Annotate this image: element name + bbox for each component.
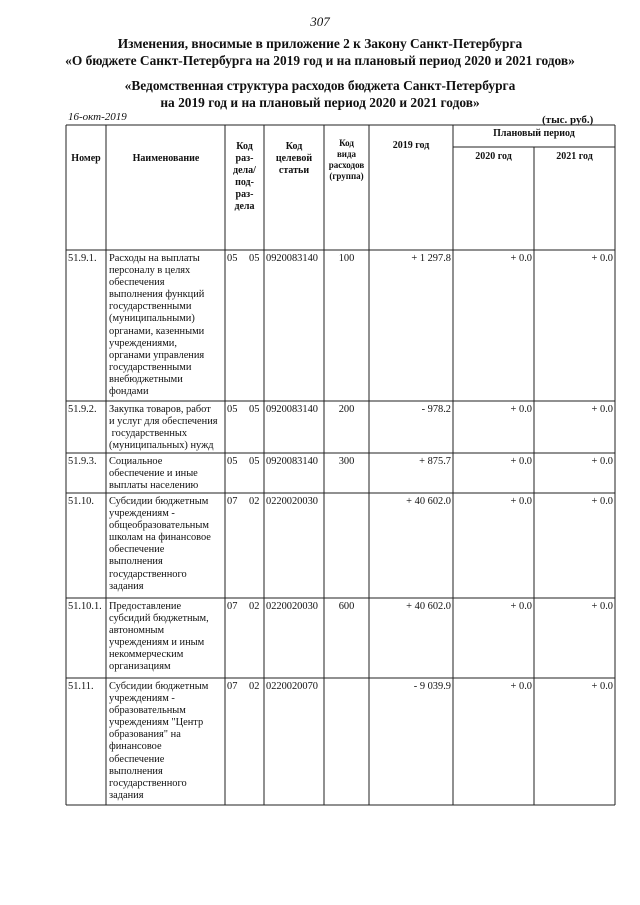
page-number: 307: [310, 14, 330, 29]
row-2019: + 1 297.8: [411, 253, 451, 264]
row-name-line: государственных: [109, 428, 188, 440]
row-name-line: персоналу в целях: [109, 265, 191, 277]
row-name: [109, 404, 224, 452]
header-planned: Плановый период: [493, 128, 575, 139]
row-2020: + 0.0: [510, 253, 532, 264]
row-type: 300: [338, 456, 355, 467]
row-section: 07: [227, 681, 238, 692]
row-name-line: государственного: [109, 777, 187, 789]
row-2021: + 0.0: [591, 253, 613, 264]
row-2019: + 40 602.0: [406, 601, 451, 612]
row-number: 51.11.: [68, 681, 94, 692]
row-name: [109, 253, 224, 398]
row-name-line: выполнения функций: [109, 289, 205, 301]
row-name-line: Расходы на выплаты: [109, 253, 200, 264]
row-name-line: обеспечения: [109, 277, 165, 289]
row-name-line: учреждениям -: [109, 693, 175, 705]
row-number: 51.10.1.: [68, 601, 102, 612]
header-target: Код целевой статьи: [275, 141, 313, 176]
row-name: [109, 681, 224, 802]
row-name-line: выплаты населению: [109, 480, 199, 492]
header-2019: 2019 год: [392, 140, 430, 151]
subtitle-line-2: на 2019 год и на плановый период 2020 и 2021 годов»: [160, 95, 480, 110]
row-name-line: Предоставление: [109, 601, 182, 612]
subtitle-line-1: «Ведомственная структура расходов бюджета Санкт-Петербурга: [124, 78, 516, 93]
row-name: [109, 456, 224, 492]
row-2019: - 978.2: [421, 404, 451, 415]
row-name-line: Субсидии бюджетным: [109, 496, 209, 507]
row-subsection: 05: [249, 253, 260, 264]
row-name-line: образовательным: [109, 705, 186, 717]
row-name-line: и услуг для обеспечения: [109, 416, 218, 428]
row-name-line: школам на финансовое: [109, 532, 211, 544]
row-target: 0220020030: [266, 496, 318, 507]
row-name-line: общеобразовательным: [109, 520, 209, 532]
row-name-line: некоммерческим: [109, 649, 184, 661]
row-name-line: автономным: [109, 625, 165, 637]
row-target: 0920083140: [266, 253, 318, 264]
row-name-line: образования" на: [109, 729, 181, 741]
row-name-line: обеспечение и иные: [109, 468, 198, 480]
row-name-line: фондами: [109, 386, 149, 398]
header-name: Наименование: [132, 153, 200, 164]
row-name-line: Закупка товаров, работ: [109, 404, 211, 415]
header-2021: 2021 год: [556, 151, 593, 162]
row-number: 51.9.1.: [68, 253, 97, 264]
row-name-line: внебюджетными: [109, 373, 183, 385]
row-name: [109, 496, 224, 593]
row-2020: + 0.0: [510, 601, 532, 612]
row-name-line: учреждениям -: [109, 508, 175, 520]
row-number: 51.10.: [68, 496, 94, 507]
row-name-line: обеспечение: [109, 753, 165, 765]
row-name-line: Социальное: [109, 456, 163, 467]
row-name-line: (муниципальными): [109, 313, 195, 325]
header-section: Код раз- дела/ под- раз- дела: [233, 141, 256, 212]
date-label: 16-окт-2019: [68, 111, 127, 123]
row-name-line: учреждениям и иным: [109, 637, 205, 649]
header-2020: 2020 год: [475, 151, 512, 162]
row-type: 200: [338, 404, 355, 415]
row-name-line: органами, казенными: [109, 325, 205, 337]
row-subsection: 02: [249, 681, 260, 692]
row-name: [109, 601, 224, 674]
row-target: 0220020070: [266, 681, 318, 692]
units-label: (тыс. руб.): [542, 114, 594, 126]
row-2021: + 0.0: [591, 601, 613, 612]
row-section: 07: [227, 601, 238, 612]
row-name-line: государственными: [109, 301, 192, 313]
row-2021: + 0.0: [591, 681, 613, 692]
row-name-line: учреждениям "Центр: [109, 717, 204, 729]
row-section: 05: [227, 404, 238, 415]
row-2019: + 40 602.0: [406, 496, 451, 507]
header-type: Код вида расходов (группа): [328, 138, 365, 181]
row-name-line: учреждениями,: [109, 337, 177, 349]
row-type: 600: [338, 601, 355, 612]
row-name-line: органами управления: [109, 349, 205, 361]
row-2020: + 0.0: [510, 404, 532, 415]
title-line-2: «О бюджете Санкт-Петербурга на 2019 год и на плановый период 2020 и 2021 годов»: [65, 53, 575, 68]
row-type: 100: [338, 253, 355, 264]
row-2019: + 875.7: [419, 456, 451, 467]
row-target: 0920083140: [266, 456, 318, 467]
row-name-line: субсидий бюджетным,: [109, 613, 209, 625]
row-name-line: организациям: [109, 661, 171, 673]
row-target: 0220020030: [266, 601, 318, 612]
row-number: 51.9.2.: [68, 404, 97, 415]
row-name-line: выполнения: [109, 765, 163, 777]
row-2020: + 0.0: [510, 496, 532, 507]
row-2021: + 0.0: [591, 404, 613, 415]
row-name-line: (муниципальных) нужд: [109, 440, 214, 452]
row-name-line: обеспечение: [109, 544, 165, 556]
row-2021: + 0.0: [591, 456, 613, 467]
row-2020: + 0.0: [510, 456, 532, 467]
row-section: 05: [227, 253, 238, 264]
title-line-1: Изменения, вносимые в приложение 2 к Закону Санкт-Петербурга: [117, 36, 523, 51]
row-section: 05: [227, 456, 238, 467]
row-2019: - 9 039.9: [413, 681, 451, 692]
row-name-line: финансовое: [109, 741, 162, 753]
row-2020: + 0.0: [510, 681, 532, 692]
row-name-line: Субсидии бюджетным: [109, 681, 209, 692]
row-name-line: государственного: [109, 568, 187, 580]
header-number: Номер: [71, 153, 101, 164]
row-subsection: 02: [249, 496, 260, 507]
row-name-line: задания: [109, 580, 144, 592]
row-subsection: 02: [249, 601, 260, 612]
row-name-line: задания: [109, 789, 144, 801]
row-number: 51.9.3.: [68, 456, 97, 467]
row-name-line: государственными: [109, 361, 192, 373]
row-subsection: 05: [249, 404, 260, 415]
row-section: 07: [227, 496, 238, 507]
row-subsection: 05: [249, 456, 260, 467]
row-target: 0920083140: [266, 404, 318, 415]
row-name-line: выполнения: [109, 556, 163, 568]
row-2021: + 0.0: [591, 496, 613, 507]
